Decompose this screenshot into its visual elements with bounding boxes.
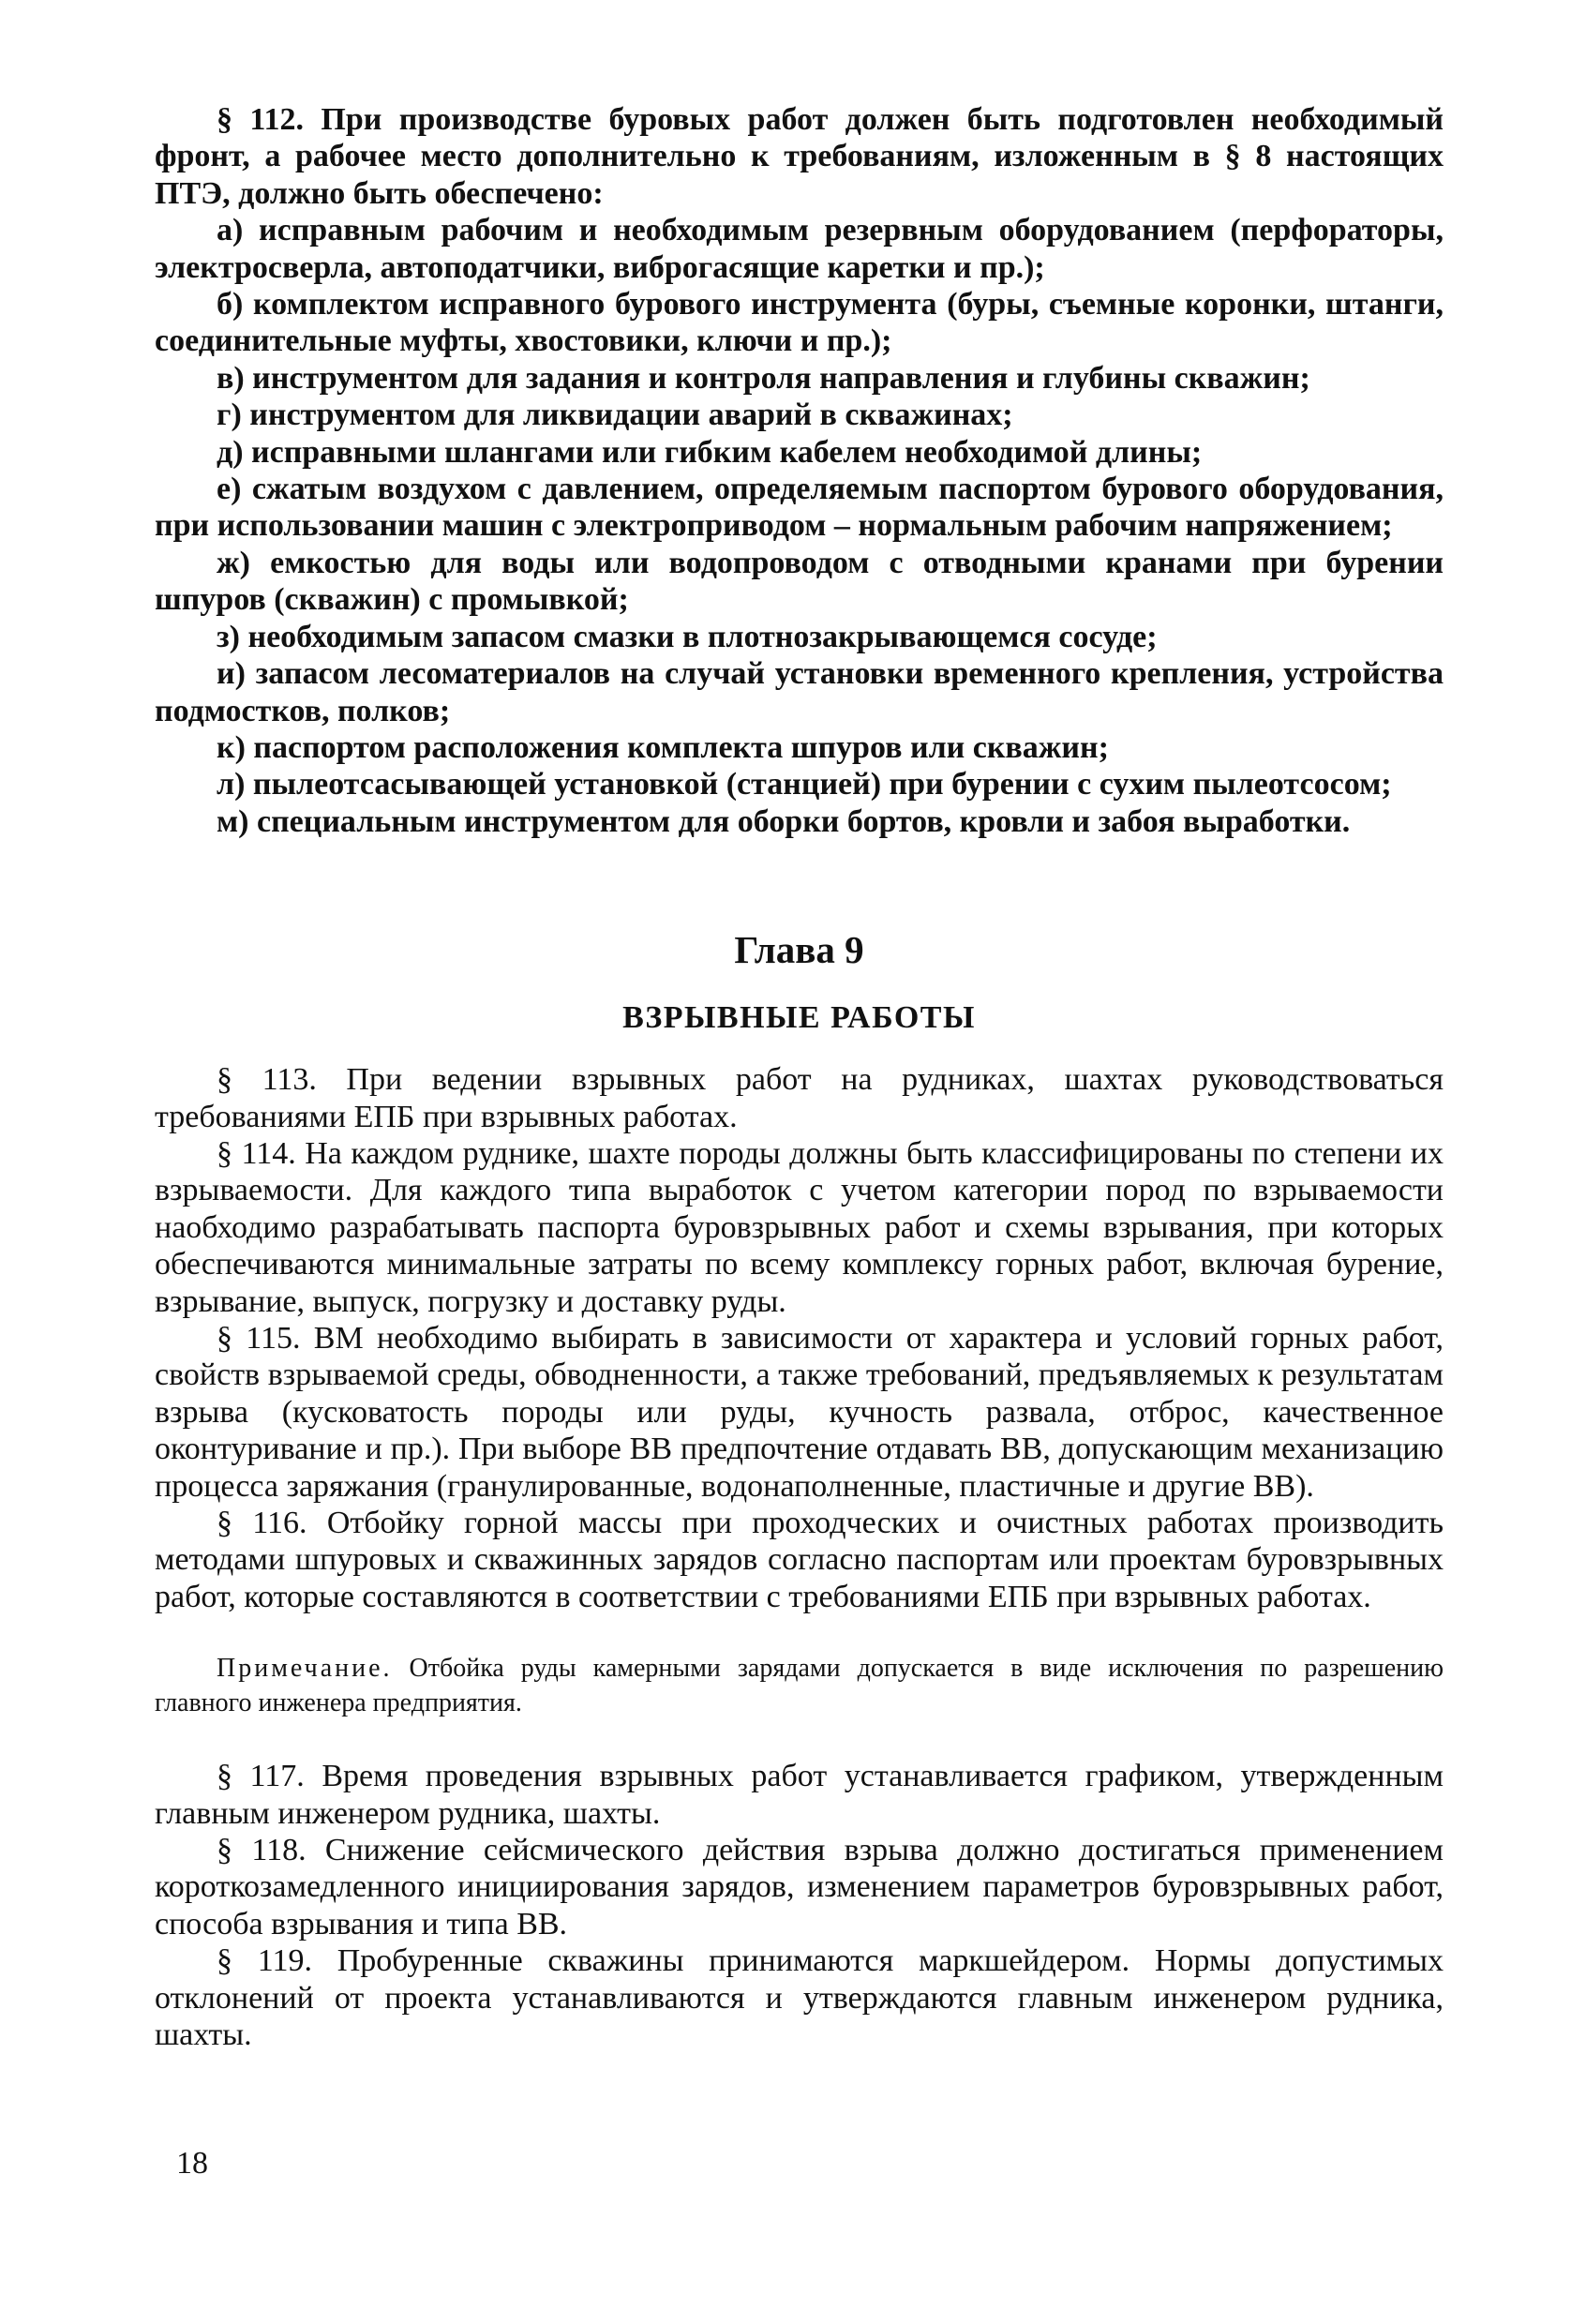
note	[155, 1651, 1444, 1720]
section-115: § 115. ВМ необходимо выбирать в зависимости от характера и условий горных работ, свойств взрываемой среды, обводненности, а также требований, предъявляемых к результатам взрыва (кусковатость породы или руды, кучность развала, отброс, качественное оконтуривание и пр.). При выборе ВВ предпочтение отдавать ВВ, допускающим механизацию процесса заряжания (гранулированные, водонаполненные, пластичные и другие ВВ).	[155, 1320, 1444, 1504]
section-112-item-v: в) инструментом для задания и контроля направления и глубины скважин;	[217, 360, 1310, 396]
section-119: § 119. Пробуренные скважины принимаются маркшейдером. Нормы допустимых отклонений от проекта устанавливаются и утверждаются главным инженером рудника, шахты.	[155, 1943, 1444, 2053]
section-112-item-e: е) сжатым воздухом с давлением, определяемым паспортом бурового оборудования, при использовании машин с электроприводом – нормальным рабочим напряжением;	[155, 472, 1444, 544]
chapter-number: Глава 9	[734, 928, 864, 972]
section-112-item-l: л) пылеотсасывающей установкой (станцией) при бурении с сухим пылеотсосом;	[217, 767, 1392, 802]
section-118: § 118. Снижение сейсмического действия взрыва должно достигаться применением короткозамедленного инициирования зарядов, изменением параметров буровзрывных работ, способа взрывания и типа ВВ.	[155, 1833, 1444, 1942]
section-116: § 116. Отбойку горной массы при проходческих и очистных работах производить методами шпуровых и скважинных зарядов согласно паспортам или проектам буровзрывных работ, которые составляются в соответствии с требованиями ЕПБ при взрывных работах.	[155, 1506, 1444, 1614]
section-117: § 117. Время проведения взрывных работ устанавливается графиком, утвержденным главным инженером рудника, шахты.	[155, 1759, 1444, 1831]
page-number: 18	[176, 2146, 208, 2181]
section-112-item-z: з) необходимым запасом смазки в плотнозакрывающемся сосуде;	[217, 619, 1158, 654]
section-112-item-g: г) инструментом для ликвидации аварий в скважинах;	[217, 397, 1013, 433]
section-112-item-zh: ж) емкостью для воды или водопроводом с отводными кранами при бурении шпуров (скважин) с промывкой;	[155, 545, 1444, 618]
section-113: § 113. При ведении взрывных работ на рудниках, шахтах руководствоваться требованиями ЕПБ при взрывных работах.	[155, 1062, 1444, 1134]
note-text: Отбойка руды камерными зарядами допускается в виде исключения по разрешению главного инженера предприятия.	[155, 1654, 1444, 1718]
section-112-intro: § 112. При производстве буровых работ должен быть подготовлен необходимый фронт, а рабочее место дополнительно к требованиям, изложенным в § 8 настоящих ПТЭ, должно быть обеспечено:	[155, 102, 1444, 211]
section-112-item-a: а) исправным рабочим и необходимым резервным оборудованием (перфораторы, электросверла, автоподатчики, виброгасящие каретки и пр.);	[155, 213, 1444, 285]
section-112-item-d: д) исправными шлангами или гибким кабелем необходимой длины;	[217, 434, 1203, 470]
section-114: § 114. На каждом руднике, шахте породы должны быть классифицированы по степени их взрываемости. Для каждого типа выработок с учетом категории пород по взрываемости наобходимо разрабатывать паспорта буровзрывных работ и схемы взрывания, при которых обеспечиваются минимальные затраты по всему комплексу горных работ, включая бурение, взрывание, выпуск, погрузку и доставку руды.	[155, 1135, 1444, 1319]
note-label: Примечание.	[217, 1654, 393, 1684]
section-112-item-m: м) специальным инструментом для оборки бортов, кровли и забоя выработки.	[217, 803, 1351, 839]
section-112-item-k: к) паспортом расположения комплекта шпуров или скважин;	[217, 729, 1109, 765]
chapter-title: ВЗРЫВНЫЕ РАБОТЫ	[622, 1000, 976, 1036]
document-page	[155, 101, 1444, 2053]
section-112-item-b: б) комплектом исправного бурового инструмента (буры, съемные коронки, штанги, соединительные муфты, хвостовики, ключи и пр.);	[155, 287, 1444, 359]
section-112-item-i: и) запасом лесоматериалов на случай установки временного крепления, устройства подмостков, полков;	[155, 656, 1444, 728]
